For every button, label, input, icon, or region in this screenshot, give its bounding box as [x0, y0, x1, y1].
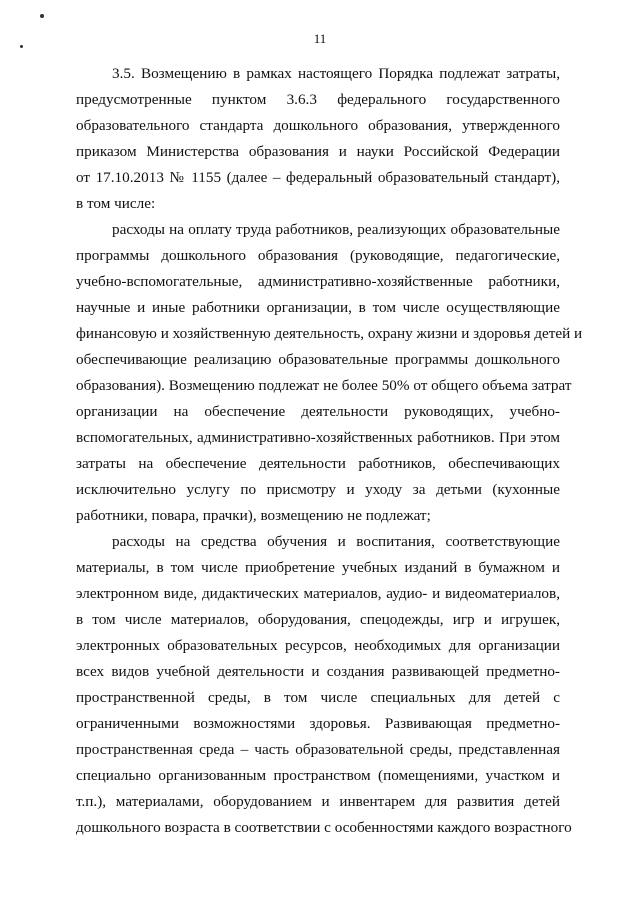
text-line: материалы, в том числе приобретение учебных изданий в бумажном и — [76, 559, 560, 576]
text-line: от 17.10.2013 № 1155 (далее – федеральный образовательный стандарт), — [76, 169, 560, 186]
text-line: расходы на оплату труда работников, реализующих образовательные — [112, 221, 560, 238]
text-line: пространственной среды, в том числе специальных для детей с — [76, 689, 560, 706]
text-line: расходы на средства обучения и воспитания, соответствующие — [112, 533, 560, 550]
text-line: дошкольного возраста в соответствии с особенностями каждого возрастного — [76, 819, 572, 836]
text-line: в том числе: — [76, 195, 156, 212]
text-line: электронных образовательных ресурсов, необходимых для организации — [76, 637, 560, 654]
paragraph-education-means — [76, 529, 572, 841]
document-body — [76, 61, 583, 841]
text-line: научные и иные работники организации, в том числе осуществляющие — [76, 299, 560, 316]
text-line: предусмотренные пунктом 3.6.3 федерального государственного — [76, 91, 560, 108]
text-line: исключительно услугу по присмотру и уходу за детьми (кухонные — [76, 481, 560, 498]
text-line: в том числе материалов, оборудования, спецодежды, игр и игрушек, — [76, 611, 560, 628]
text-line: электронном виде, дидактических материалов, аудио- и видеоматериалов, — [76, 585, 560, 602]
text-line: специально организованным пространством (помещениями, участком и — [76, 767, 560, 784]
text-line: вспомогательных, административно-хозяйственных работников. При этом — [76, 429, 560, 446]
text-line: программы дошкольного образования (руководящие, педагогические, — [76, 247, 560, 264]
text-line: 3.5. Возмещению в рамках настоящего Порядка подлежат затраты, — [112, 65, 560, 82]
text-line: образования). Возмещению подлежат не более 50% от общего объема затрат — [76, 377, 572, 394]
text-line: пространственная среда – часть образовательной среды, представленная — [76, 741, 560, 758]
text-line: образовательного стандарта дошкольного образования, утвержденного — [76, 117, 560, 134]
page-number: 11 — [313, 31, 327, 46]
paragraph-3-5 — [76, 61, 560, 217]
text-line: всех видов учебной деятельности и создания развивающей предметно- — [76, 663, 560, 680]
text-line: работники, повара, прачки), возмещению не подлежат; — [76, 507, 431, 524]
paragraph-labor-costs — [76, 217, 583, 529]
text-line: организации на обеспечение деятельности руководящих, учебно- — [76, 403, 560, 420]
scan-speck — [40, 14, 44, 18]
text-line: ограниченными возможностями здоровья. Развивающая предметно- — [76, 715, 560, 732]
text-line: учебно-вспомогательные, административно-хозяйственные работники, — [76, 273, 560, 290]
text-line: затраты на обеспечение деятельности работников, обеспечивающих — [76, 455, 560, 472]
text-line: приказом Министерства образования и науки Российской Федерации — [76, 143, 560, 160]
text-line: обеспечивающие реализацию образовательные программы дошкольного — [76, 351, 560, 368]
text-line: финансовую и хозяйственную деятельность, охрану жизни и здоровья детей и — [76, 325, 583, 342]
text-line: т.п.), материалами, оборудованием и инвентарем для развития детей — [76, 793, 560, 810]
